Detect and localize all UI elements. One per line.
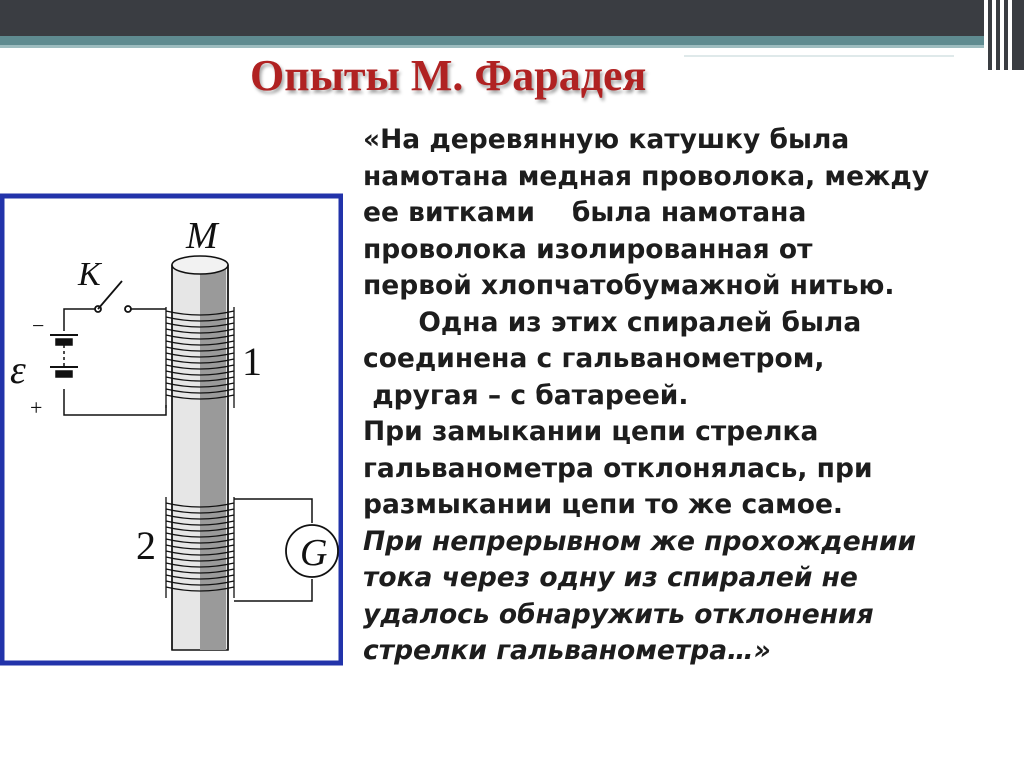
quote-line: намотана медная проволока, между bbox=[363, 160, 930, 192]
quote-text bbox=[363, 122, 1003, 670]
header-rule bbox=[684, 52, 954, 57]
quote-line: ее витками была намотана bbox=[363, 197, 807, 228]
faraday-coil-diagram bbox=[0, 193, 343, 666]
quote-line-italic: тока через одну из спиралей не bbox=[363, 562, 858, 593]
bobbin-shadow bbox=[200, 265, 226, 650]
label-plus: + bbox=[30, 395, 43, 420]
label-minus: − bbox=[32, 313, 45, 338]
quote-line: другая – с батареей. bbox=[363, 379, 689, 411]
label-m: M bbox=[186, 215, 218, 257]
quote-line: первой хлопчатобумажной нитью. bbox=[363, 270, 895, 301]
quote-line: При замыкании цепи стрелка bbox=[363, 416, 819, 447]
corner-stripes bbox=[984, 0, 1024, 70]
quote-line-italic: стрелки гальванометра…» bbox=[363, 635, 771, 666]
quote-line: «На деревянную катушку была bbox=[363, 124, 850, 155]
label-g: G bbox=[300, 532, 328, 574]
label-k: K bbox=[78, 256, 101, 293]
quote-line-italic: удалось обнаружить отклонения bbox=[363, 598, 874, 630]
label-coil-2: 2 bbox=[136, 523, 156, 568]
bobbin-top bbox=[172, 256, 228, 274]
top-banner bbox=[0, 0, 1024, 36]
quote-line: проволока изолированная от bbox=[363, 233, 813, 265]
quote-line: размыкании цепи то же самое. bbox=[363, 489, 843, 520]
quote-line-italic: При непрерывном же прохождении bbox=[363, 525, 917, 557]
banner-thin-stripe bbox=[0, 45, 1024, 48]
banner-stripe bbox=[0, 36, 1024, 45]
quote-line: соединена с гальванометром, bbox=[363, 343, 825, 374]
quote-line: Одна из этих спиралей была bbox=[363, 306, 862, 338]
label-emf: ε bbox=[10, 347, 26, 392]
slide-title: Опыты М. Фарадея bbox=[250, 51, 647, 100]
quote-line: гальванометра отклонялась, при bbox=[363, 452, 873, 484]
label-coil-1: 1 bbox=[242, 339, 262, 384]
